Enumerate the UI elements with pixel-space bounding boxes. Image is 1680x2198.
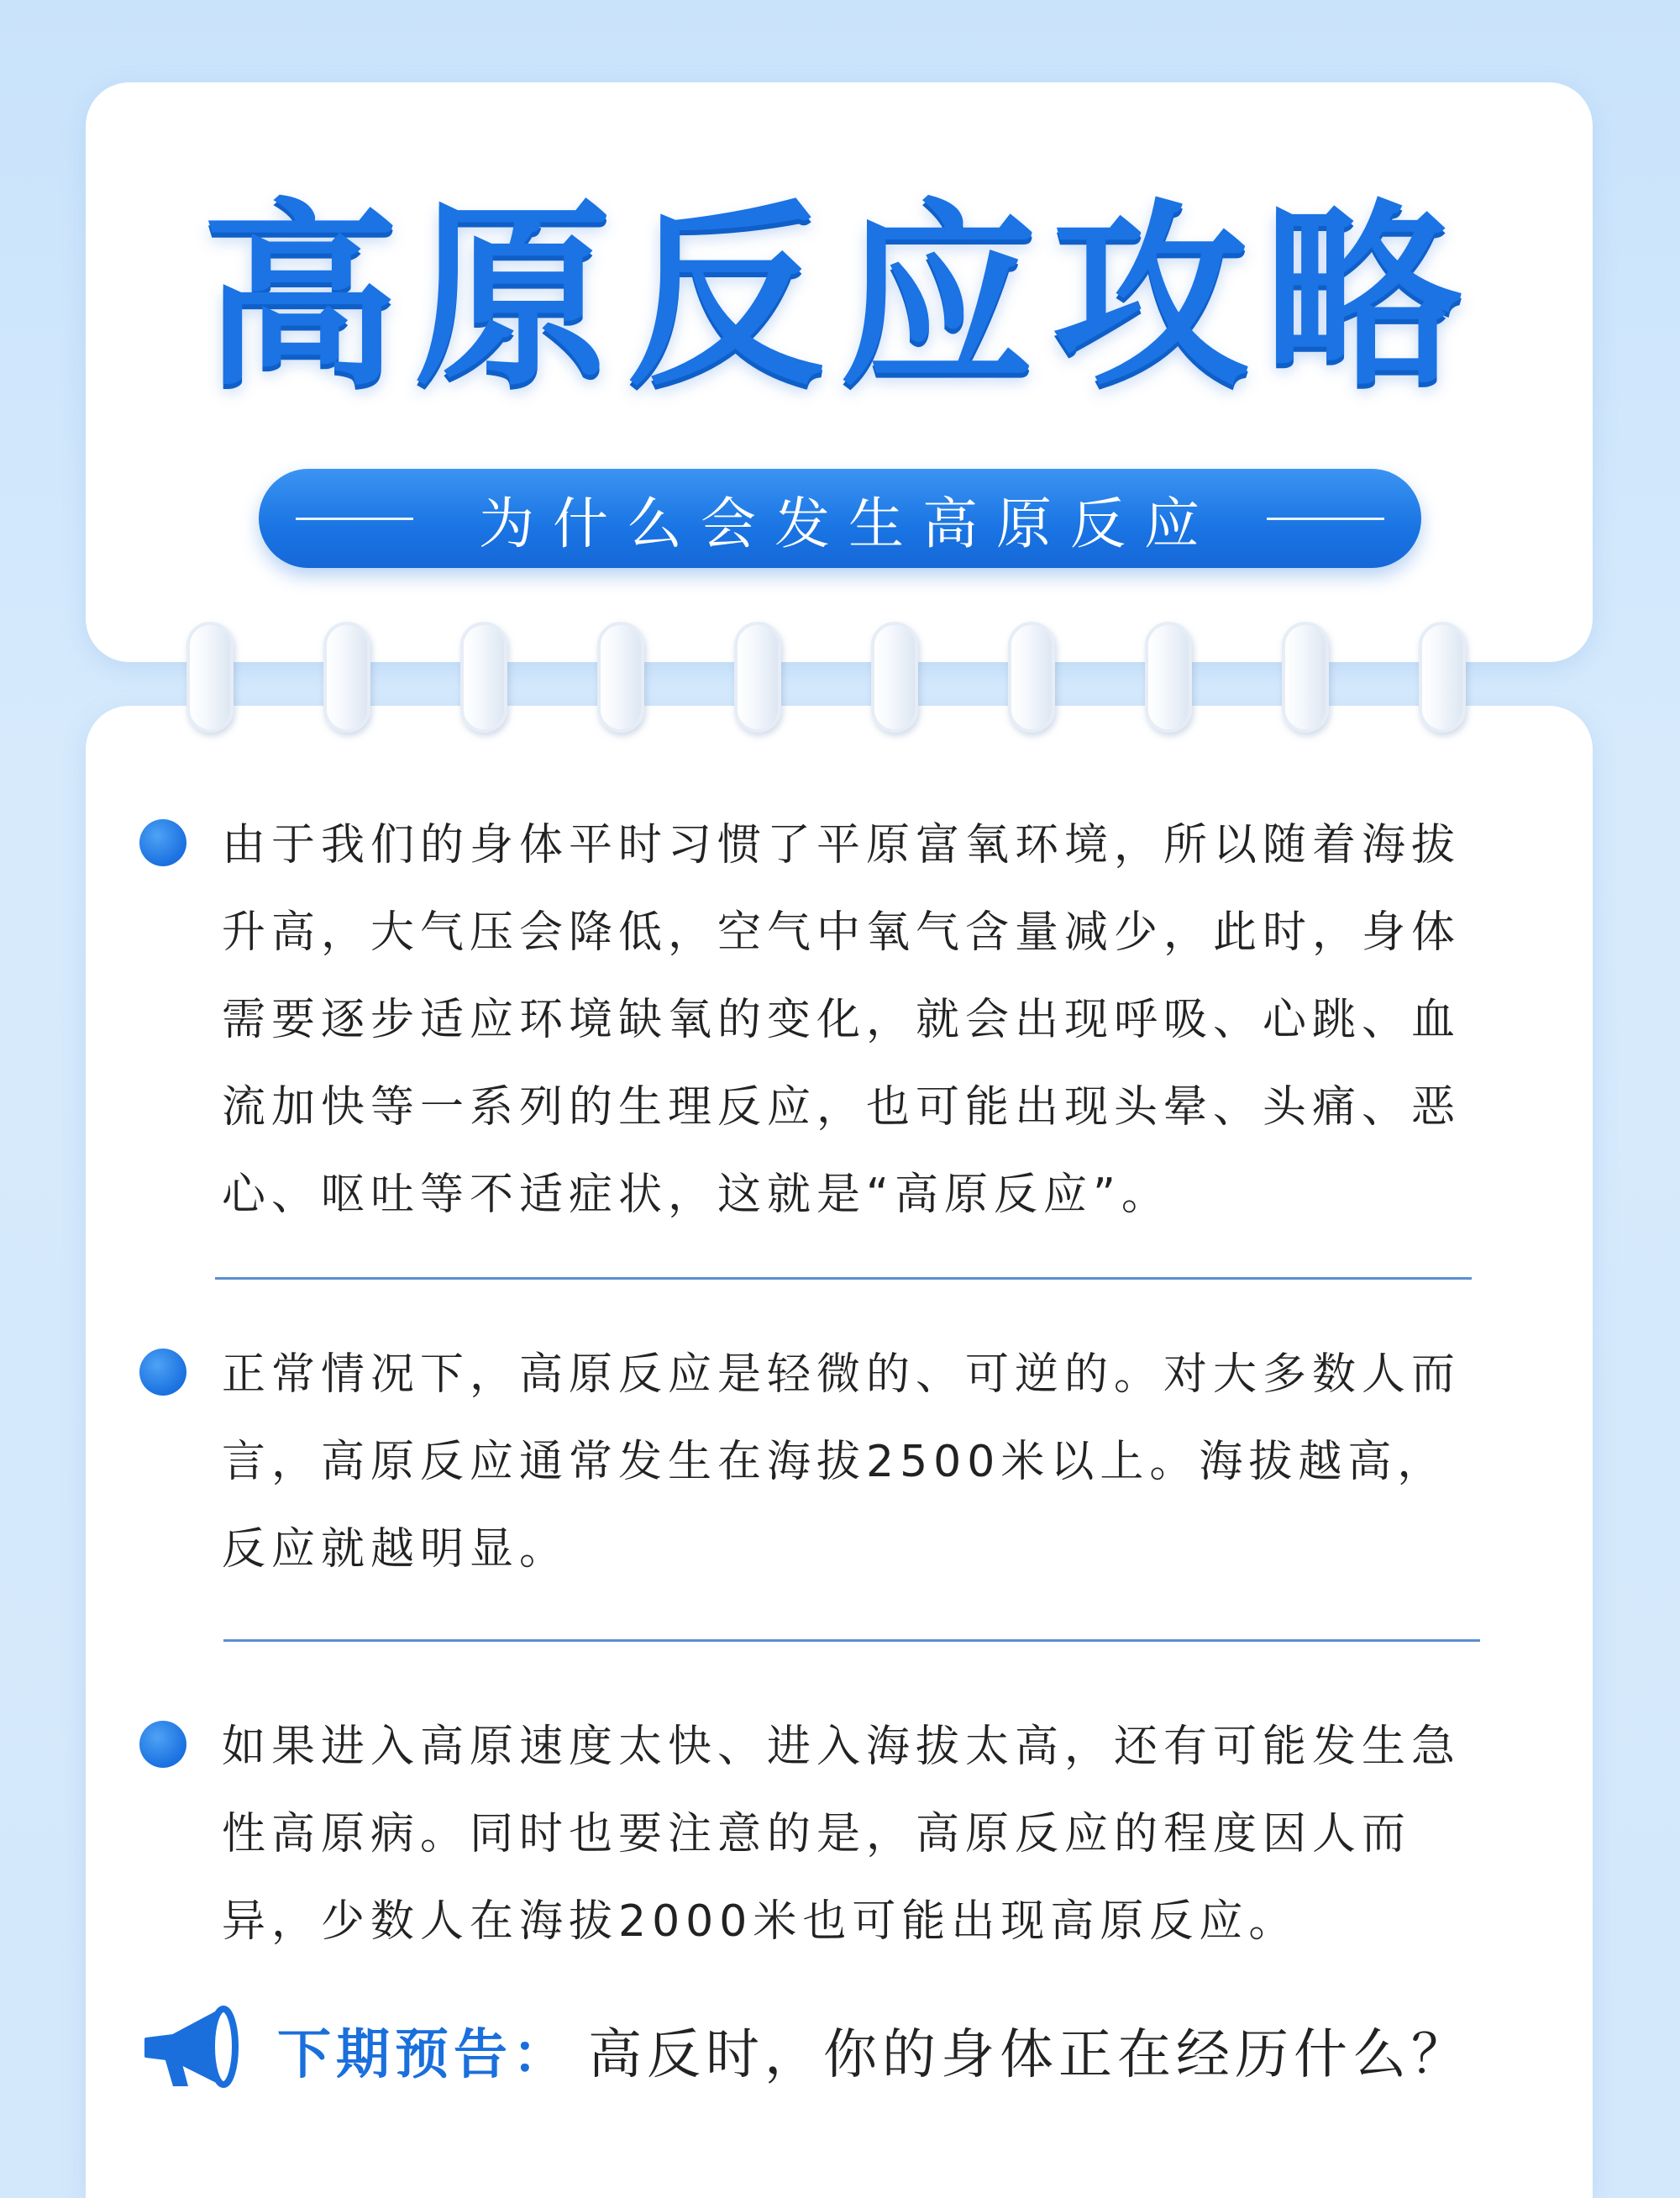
binder-ring: [1145, 622, 1192, 733]
preview-label: 下期预告：: [277, 2024, 571, 2086]
blue-dot-icon: [139, 1349, 186, 1396]
binder-ring: [323, 622, 370, 733]
binder-ring: [186, 622, 234, 733]
section-divider: [215, 1277, 1472, 1280]
section-paragraph-1: 由于我们的身体平时习惯了平原富氧环境，所以随着海拔升高，大气压会降低，空气中氧气含量减少，此时，身体需要逐步适应环境缺氧的变化，就会出现呼吸、心跳、血流加快等一系列的生理反应，也可能出现头晕、头痛、恶心、呕吐等不适症状，这就是“高原反应”。: [222, 820, 1462, 1220]
binder-ring: [460, 622, 507, 733]
blue-dot-icon: [139, 819, 186, 866]
next-issue-preview: [139, 2000, 1470, 2101]
section-divider: [223, 1639, 1480, 1642]
binder-ring: [1008, 622, 1055, 733]
section-paragraph-2: 正常情况下，高原反应是轻微的、可逆的。对大多数人而言，高原反应通常发生在海拔2500米以上。海拔越高，反应就越明显。: [222, 1349, 1462, 1575]
binder-ring: [734, 622, 781, 733]
blue-dot-icon: [139, 1721, 186, 1768]
binder-ring: [597, 622, 644, 733]
preview-text: 高反时，你的身体正在经历什么？: [588, 2024, 1470, 2086]
binder-ring: [871, 622, 918, 733]
page-title: 高原反应攻略: [202, 183, 1477, 413]
binder-ring: [1419, 622, 1466, 733]
section-paragraph-3: 如果进入高原速度太快、进入海拔太高，还有可能发生急性高原病。同时也要注意的是，高原反应的程度因人而异，少数人在海拔2000米也可能出现高原反应。: [222, 1722, 1462, 1947]
subtitle-banner: [259, 469, 1421, 568]
subtitle-right-line: [1267, 518, 1384, 520]
subtitle-left-line: [296, 518, 413, 520]
subtitle-text: 为什么会发生高原反应: [479, 491, 1218, 556]
binder-ring: [1282, 622, 1329, 733]
megaphone-icon: [139, 2004, 240, 2096]
